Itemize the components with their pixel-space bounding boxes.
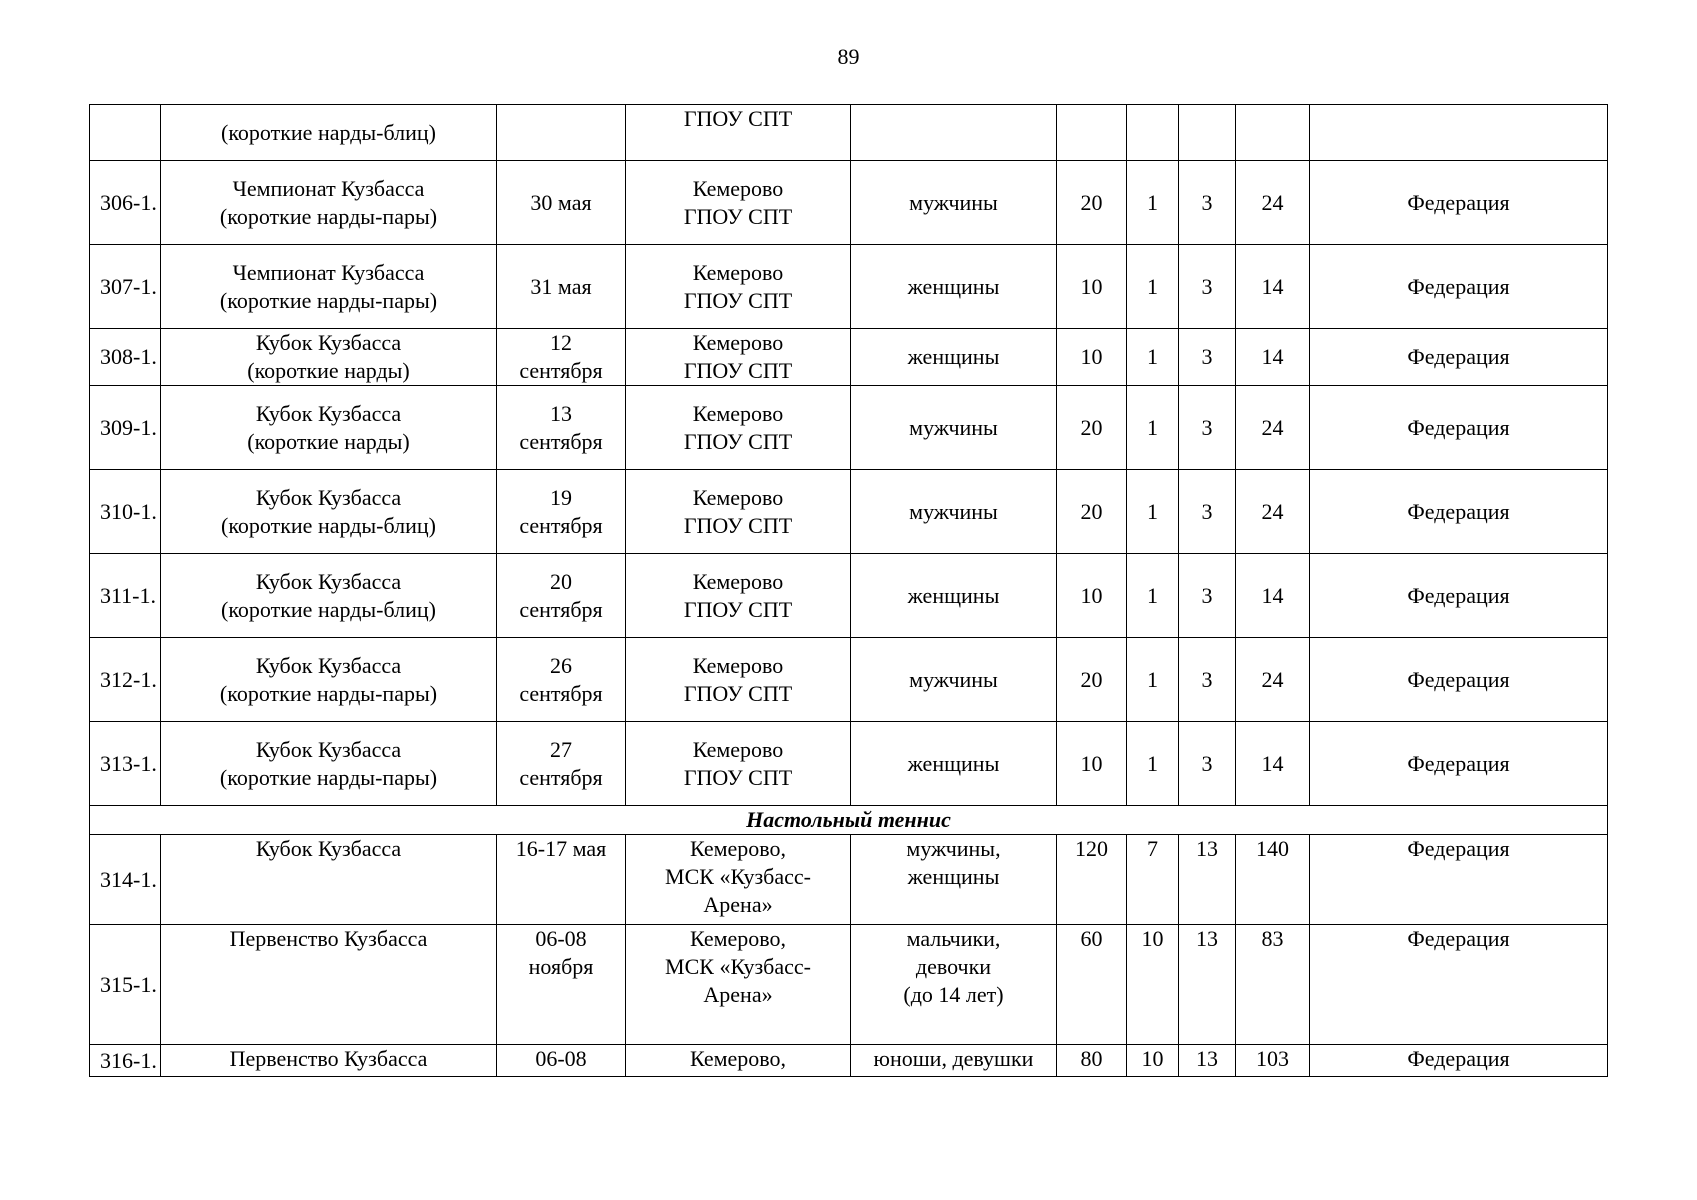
- table-row: [90, 835, 1608, 925]
- cell-participants-line: юноши, девушки: [873, 1046, 1034, 1071]
- cell-number: 306-1.: [90, 161, 161, 245]
- cell-coaches: 1: [1127, 245, 1179, 329]
- cell-athletes: 20: [1057, 161, 1127, 245]
- cell-place: [626, 925, 851, 1045]
- cell-judges: [1179, 105, 1236, 161]
- cell-place-line: Кемерово,: [689, 836, 787, 861]
- cell-number: 308-1.: [90, 329, 161, 386]
- cell-participants-line: женщины: [907, 273, 1000, 299]
- cell-date: [497, 1045, 626, 1077]
- cell-participants: [851, 1045, 1057, 1077]
- table-row: [90, 554, 1608, 638]
- cell-number: 310-1.: [90, 470, 161, 554]
- cell-organizer: Федерация: [1310, 722, 1608, 806]
- cell-judges: 3: [1179, 470, 1236, 554]
- cell-date-line: сентября: [519, 512, 603, 538]
- table-row: [90, 722, 1608, 806]
- cell-event-name-line: Кубок Кузбасса: [255, 736, 402, 762]
- cell-coaches: 1: [1127, 329, 1179, 386]
- cell-event-name-line: Кубок Кузбасса: [255, 484, 402, 510]
- cell-event-name: [161, 329, 497, 386]
- table-row: [90, 161, 1608, 245]
- cell-judges: 3: [1179, 386, 1236, 470]
- cell-place-line: ГПОУ СПТ: [683, 203, 793, 229]
- cell-date: [497, 554, 626, 638]
- cell-number: 313-1.: [90, 722, 161, 806]
- table-row: [90, 925, 1608, 1045]
- cell-date-line: 20: [550, 568, 572, 594]
- cell-participants: [851, 329, 1057, 386]
- cell-athletes: 20: [1057, 470, 1127, 554]
- cell-athletes: 10: [1057, 245, 1127, 329]
- cell-organizer: Федерация: [1310, 638, 1608, 722]
- cell-date-line: 06-08: [535, 1046, 587, 1071]
- cell-event-name: [161, 925, 497, 1045]
- cell-organizer: Федерация: [1310, 245, 1608, 329]
- cell-organizer: Федерация: [1310, 554, 1608, 638]
- cell-total: 24: [1236, 161, 1310, 245]
- cell-coaches: [1127, 105, 1179, 161]
- cell-place-line: ГПОУ СПТ: [683, 287, 793, 313]
- cell-total: 24: [1236, 638, 1310, 722]
- cell-total: 103: [1236, 1045, 1310, 1077]
- cell-number: [90, 105, 161, 161]
- cell-number: 316-1.: [90, 1045, 161, 1077]
- cell-event-name: [161, 835, 497, 925]
- cell-participants: [851, 835, 1057, 925]
- cell-organizer: Федерация: [1310, 470, 1608, 554]
- cell-participants-line: мальчики,: [906, 926, 1001, 951]
- table-row: [90, 1045, 1608, 1077]
- cell-total: 24: [1236, 470, 1310, 554]
- cell-total: 140: [1236, 835, 1310, 925]
- cell-event-name-line: (короткие нарды-пары): [219, 764, 438, 790]
- cell-athletes: 20: [1057, 638, 1127, 722]
- cell-event-name: [161, 638, 497, 722]
- cell-participants-line: девочки: [915, 954, 992, 979]
- cell-event-name-line: (короткие нарды-пары): [219, 203, 438, 229]
- cell-number: 311-1.: [90, 554, 161, 638]
- cell-total: 14: [1236, 245, 1310, 329]
- cell-total: [1236, 105, 1310, 161]
- cell-organizer: Федерация: [1310, 925, 1608, 1045]
- cell-organizer: Федерация: [1310, 386, 1608, 470]
- cell-organizer: Федерация: [1310, 161, 1608, 245]
- cell-athletes: [1057, 105, 1127, 161]
- section-title: Настольный теннис: [90, 806, 1608, 835]
- cell-place-line: ГПОУ СПТ: [683, 596, 793, 622]
- cell-athletes: 20: [1057, 386, 1127, 470]
- cell-event-name-line: (короткие нарды): [247, 358, 410, 383]
- cell-participants-line: женщины: [907, 344, 1000, 369]
- table-row: [90, 386, 1608, 470]
- cell-date-line: 12: [550, 330, 572, 355]
- cell-date-line: сентября: [519, 428, 603, 454]
- section-row: [90, 806, 1608, 835]
- cell-organizer: Федерация: [1310, 1045, 1608, 1077]
- cell-date-line: ноября: [528, 954, 594, 979]
- cell-date-line: 27: [550, 736, 572, 762]
- cell-event-name-line: Первенство Кузбасса: [229, 1046, 428, 1071]
- cell-event-name-line: Кубок Кузбасса: [255, 400, 402, 426]
- cell-event-name-line: Кубок Кузбасса: [255, 836, 402, 861]
- cell-athletes: 60: [1057, 925, 1127, 1045]
- cell-athletes: 120: [1057, 835, 1127, 925]
- cell-organizer: Федерация: [1310, 329, 1608, 386]
- cell-participants: [851, 638, 1057, 722]
- cell-date-line: сентября: [519, 358, 603, 383]
- table-row: [90, 470, 1608, 554]
- cell-event-name: [161, 470, 497, 554]
- cell-participants-line: женщины: [907, 864, 1000, 889]
- cell-event-name-line: (короткие нарды-пары): [219, 287, 438, 313]
- cell-date: [497, 638, 626, 722]
- cell-place-line: Кемерово: [692, 330, 784, 355]
- cell-participants-line: женщины: [907, 582, 1000, 608]
- cell-participants-line: мужчины: [909, 498, 998, 524]
- cell-participants: [851, 722, 1057, 806]
- cell-total: 14: [1236, 722, 1310, 806]
- cell-coaches: 1: [1127, 638, 1179, 722]
- cell-place-line: МСК «Кузбасс-: [665, 954, 811, 979]
- cell-place-line: Кемерово: [692, 568, 784, 594]
- cell-judges: 3: [1179, 722, 1236, 806]
- table-body: [90, 105, 1608, 1077]
- cell-date-line: 30 мая: [530, 189, 592, 215]
- cell-date-line: 31 мая: [530, 273, 592, 299]
- cell-participants-line: мужчины,: [906, 836, 1001, 861]
- cell-number: 312-1.: [90, 638, 161, 722]
- cell-judges: 13: [1179, 1045, 1236, 1077]
- cell-place: [626, 554, 851, 638]
- cell-place: [626, 329, 851, 386]
- cell-event-name: [161, 554, 497, 638]
- cell-judges: 3: [1179, 554, 1236, 638]
- cell-total: 24: [1236, 386, 1310, 470]
- cell-coaches: 1: [1127, 386, 1179, 470]
- cell-athletes: 10: [1057, 554, 1127, 638]
- cell-participants-line: мужчины: [909, 189, 998, 215]
- cell-participants: [851, 161, 1057, 245]
- cell-date: [497, 722, 626, 806]
- cell-place: [626, 386, 851, 470]
- cell-event-name: [161, 245, 497, 329]
- cell-participants-line: мужчины: [909, 414, 998, 440]
- cell-place: [626, 105, 851, 161]
- cell-date-line: сентября: [519, 764, 603, 790]
- cell-participants: [851, 554, 1057, 638]
- cell-participants: [851, 470, 1057, 554]
- cell-coaches: 1: [1127, 554, 1179, 638]
- cell-judges: 13: [1179, 925, 1236, 1045]
- cell-place-line: Кемерово: [692, 175, 784, 201]
- cell-place-line: ГПОУ СПТ: [683, 106, 793, 131]
- cell-event-name-line: Первенство Кузбасса: [229, 926, 428, 951]
- cell-date-line: 06-08: [535, 926, 587, 951]
- cell-place: [626, 470, 851, 554]
- cell-place-line: Кемерово: [692, 259, 784, 285]
- cell-place-line: ГПОУ СПТ: [683, 358, 793, 383]
- cell-coaches: 10: [1127, 1045, 1179, 1077]
- cell-judges: 3: [1179, 161, 1236, 245]
- cell-date-line: сентября: [519, 680, 603, 706]
- cell-athletes: 10: [1057, 329, 1127, 386]
- cell-organizer: [1310, 105, 1608, 161]
- cell-participants: [851, 105, 1057, 161]
- cell-number: 309-1.: [90, 386, 161, 470]
- cell-place-line: Кемерово: [692, 400, 784, 426]
- cell-coaches: 10: [1127, 925, 1179, 1045]
- cell-event-name-line: Чемпионат Кузбасса: [232, 175, 425, 201]
- cell-participants: [851, 925, 1057, 1045]
- cell-event-name-line: Кубок Кузбасса: [255, 568, 402, 594]
- cell-coaches: 1: [1127, 470, 1179, 554]
- cell-total: 83: [1236, 925, 1310, 1045]
- cell-place-line: Кемерово: [692, 652, 784, 678]
- cell-participants: [851, 386, 1057, 470]
- cell-place-line: Кемерово: [692, 484, 784, 510]
- cell-date: [497, 925, 626, 1045]
- table-row: [90, 245, 1608, 329]
- cell-event-name: [161, 161, 497, 245]
- cell-event-name-line: Кубок Кузбасса: [255, 652, 402, 678]
- cell-place-line: МСК «Кузбасс-: [665, 864, 811, 889]
- cell-place: [626, 835, 851, 925]
- cell-event-name: [161, 722, 497, 806]
- cell-place-line: Кемерово,: [689, 926, 787, 951]
- table-row: [90, 105, 1608, 161]
- cell-place-line: Кемерово: [692, 736, 784, 762]
- cell-place-line: ГПОУ СПТ: [683, 512, 793, 538]
- cell-date: [497, 161, 626, 245]
- cell-place-line: Арена»: [703, 892, 773, 917]
- cell-date-line: 16-17 мая: [515, 836, 607, 861]
- cell-place: [626, 245, 851, 329]
- cell-athletes: 10: [1057, 722, 1127, 806]
- cell-place: [626, 722, 851, 806]
- cell-event-name-line: (короткие нарды-блиц): [221, 512, 436, 538]
- cell-place-line: ГПОУ СПТ: [683, 680, 793, 706]
- cell-coaches: 1: [1127, 722, 1179, 806]
- cell-event-name: [161, 1045, 497, 1077]
- cell-date: [497, 329, 626, 386]
- cell-date-line: сентября: [519, 596, 603, 622]
- cell-participants-line: женщины: [907, 750, 1000, 776]
- cell-place: [626, 161, 851, 245]
- cell-date-line: 26: [550, 652, 572, 678]
- table-row: [90, 638, 1608, 722]
- events-table: [89, 104, 1608, 1077]
- cell-date: [497, 835, 626, 925]
- cell-date: [497, 245, 626, 329]
- cell-athletes: 80: [1057, 1045, 1127, 1077]
- cell-judges: 3: [1179, 245, 1236, 329]
- cell-participants-line: (до 14 лет): [903, 982, 1004, 1007]
- cell-date-line: 13: [550, 400, 572, 426]
- cell-total: 14: [1236, 329, 1310, 386]
- cell-date-line: 19: [550, 484, 572, 510]
- cell-event-name: [161, 105, 497, 161]
- cell-participants: [851, 245, 1057, 329]
- cell-place: [626, 1045, 851, 1077]
- cell-event-name-line: (короткие нарды-пары): [219, 680, 438, 706]
- cell-event-name: [161, 386, 497, 470]
- table-row: [90, 329, 1608, 386]
- cell-judges: 3: [1179, 638, 1236, 722]
- cell-event-name-line: (короткие нарды): [247, 428, 410, 454]
- cell-number: 314-1.: [90, 835, 161, 925]
- cell-date: [497, 386, 626, 470]
- cell-place-line: Арена»: [703, 982, 773, 1007]
- cell-place-line: ГПОУ СПТ: [683, 764, 793, 790]
- cell-number: 307-1.: [90, 245, 161, 329]
- cell-judges: 3: [1179, 329, 1236, 386]
- cell-event-name-line: (короткие нарды-блиц): [221, 596, 436, 622]
- cell-place-line: ГПОУ СПТ: [683, 428, 793, 454]
- cell-total: 14: [1236, 554, 1310, 638]
- cell-event-name-line: Кубок Кузбасса: [255, 330, 402, 355]
- cell-coaches: 1: [1127, 161, 1179, 245]
- cell-judges: 13: [1179, 835, 1236, 925]
- page-number: 89: [837, 44, 860, 69]
- cell-number: 315-1.: [90, 925, 161, 1045]
- cell-place-line: Кемерово,: [689, 1046, 787, 1071]
- cell-date: [497, 105, 626, 161]
- cell-event-name-line: Чемпионат Кузбасса: [232, 259, 425, 285]
- cell-place: [626, 638, 851, 722]
- cell-coaches: 7: [1127, 835, 1179, 925]
- cell-participants-line: мужчины: [909, 666, 998, 692]
- cell-date: [497, 470, 626, 554]
- cell-organizer: Федерация: [1310, 835, 1608, 925]
- cell-event-name-line: (короткие нарды-блиц): [221, 119, 436, 145]
